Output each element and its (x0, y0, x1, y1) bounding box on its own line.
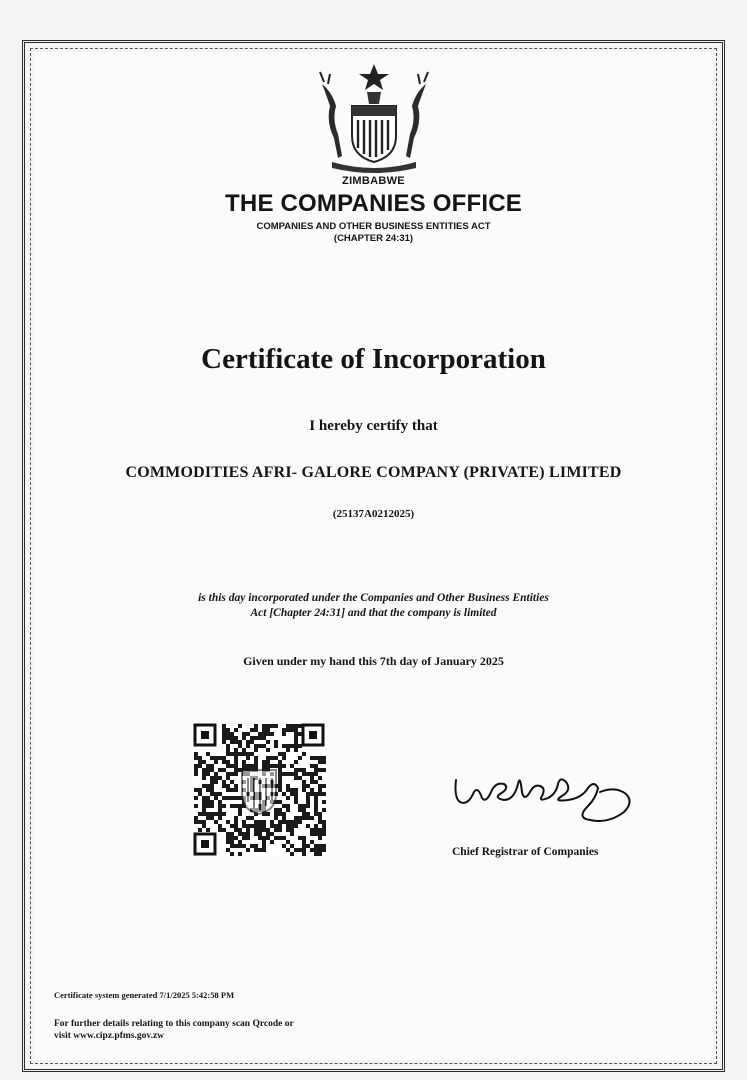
details-line-2[interactable]: visit www.cipz.pfms.gov.zw (54, 1031, 165, 1041)
given-date-line: Given under my hand this 7th day of January 2025 (243, 654, 504, 668)
certificate-title: Certificate of Incorporation (201, 343, 546, 375)
registration-number: (25137A0212025) (332, 508, 415, 520)
company-name: COMMODITIES AFRI- GALORE COMPANY (PRIVATE) LIMITED (125, 464, 622, 481)
incorporation-line-2: Act [Chapter 24:31] and that the company is limited (250, 607, 497, 619)
act-line-1: COMPANIES AND OTHER BUSINESS ENTITIES ACT (256, 221, 491, 232)
country-label: ZIMBABWE (342, 175, 405, 187)
act-line-2: (CHAPTER 24:31) (333, 233, 414, 244)
incorporation-line-1: is this day incorporated under the Companies and Other Business Entities (198, 592, 549, 604)
details-line-1: For further details relating to this company scan Qrcode or (54, 1019, 294, 1029)
registrar-title: Chief Registrar of Companies (452, 846, 599, 858)
zimbabwe-coat-of-arms-icon (312, 62, 436, 174)
further-details-note (54, 1018, 294, 1042)
certify-text: I hereby certify that (309, 418, 438, 434)
generated-timestamp: Certificate system generated 7/1/2025 5:42:58 PM (54, 990, 235, 1000)
incorporation-statement (0, 591, 747, 621)
act-reference (0, 221, 747, 245)
qr-code-icon[interactable] (192, 722, 326, 857)
handwritten-signature-icon (448, 762, 638, 832)
office-title: THE COMPANIES OFFICE (225, 190, 522, 217)
